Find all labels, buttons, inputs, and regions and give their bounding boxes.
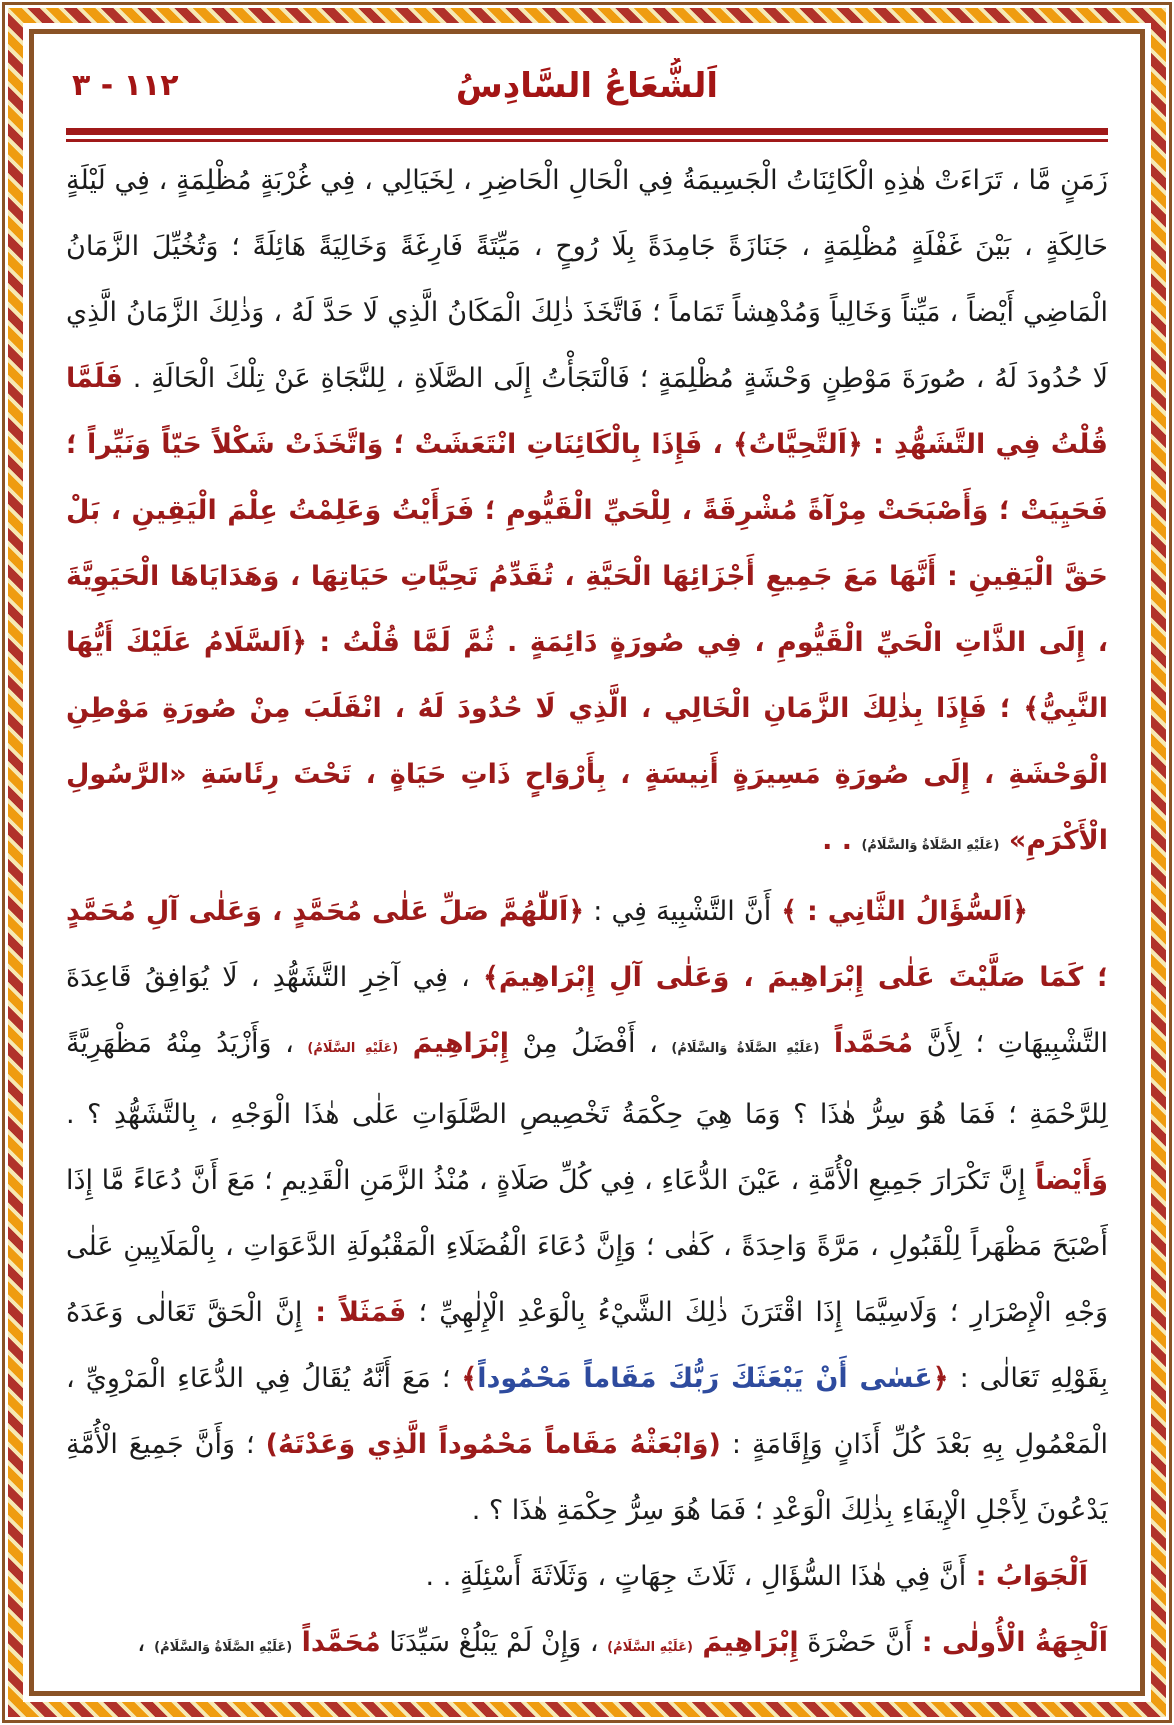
paragraph	[66, 1610, 1108, 1677]
text-segment: ، وَإِنْ لَمْ يَبْلُغْ سَيِّدَنَا	[380, 1627, 608, 1658]
text-segment: إِنَّ تَكْرَارَ جَمِيعِ الْأُمَّةِ ، عَيْنَ الدُّعَاءِ ، فِي كُلِّ صَلَاةٍ ، مُنْذُ الزَّمَنِ الْقَدِيمِ ؛ مَعَ أَنَّ دُعَاءً مَّا إِذَا أَصْبَحَ مَظْهَراً لِلْقَبُولِ ، مَرَّةً وَاحِدَةً ، كَفٰى ؛ وَإِنَّ دُعَاءَ الْفُضَلَاءِ الْمَقْبُولَةِ الدَّعَوَاتِ ، بِالْمَلَايِينِ عَلٰى وَجْهِ الْإِصْرَارِ ؛ وَلَاسِيَّمَا إِذَا اقْتَرَنَ ذٰلِكَ الشَّيْءُ بِالْوَعْدِ الْإِلٰهِيِّ ؛	[66, 1165, 1108, 1328]
text-segment: اَلْجَوَابُ :	[966, 1561, 1088, 1592]
honorific-seal: (عَلَيْهِ الصَّلَاةُ وَالسَّلَامُ)	[861, 838, 1000, 853]
text-segment: إِبْرَاهِيمَ	[398, 1028, 509, 1059]
honorific-seal: (عَلَيْهِ الصَّلَاةُ وَالسَّلَامُ)	[671, 1041, 820, 1056]
text-segment: أَنَّ حَضْرَةَ	[798, 1627, 913, 1658]
text-segment: إِنَّ الْحَقَّ تَعَالٰى وَعَدَهُ بِقَوْلِهِ تَعَالٰى :	[66, 1297, 1108, 1394]
honorific-seal: (عَلَيْهِ الصَّلَاةُ وَالسَّلَامُ)	[154, 1640, 293, 1655]
text-segment: ﴾	[461, 1363, 478, 1394]
text-segment: ﴿اَللّٰهُمَّ صَلِّ عَلٰى مُحَمَّدٍ ، وَعَلٰى آلِ مُحَمَّدٍ ؛ كَمَا صَلَّيْتَ عَلٰى إِبْرَاهِيمَ ، وَعَلٰى آلِ إِبْرَاهِيمَ﴾	[66, 896, 1108, 993]
header-double-rule	[66, 128, 1108, 142]
paragraph	[66, 148, 1108, 879]
text-segment: ﴿	[932, 1363, 949, 1394]
text-segment: وَأَيْضاً	[1025, 1165, 1108, 1196]
text-segment: فَمَثَلاً :	[302, 1297, 407, 1328]
text-segment: ﴿اَلسُّؤَالُ الثَّانِي : ﴾	[771, 896, 1028, 927]
page-content	[66, 58, 1108, 1677]
honorific-seal: (عَلَيْهِ السَّلَامُ)	[307, 1041, 399, 1056]
text-segment: ،	[136, 1627, 155, 1658]
text-segment: ، وَأَزْيَدُ مِنْهُ مَظْهَرِيَّةً لِلرَّحْمَةِ ؛ فَمَا هُوَ سِرُّ هٰذَا ؟ وَمَا هِيَ حِكْمَةُ تَخْصِيصِ الصَّلَوَاتِ عَلٰى هٰذَا الْوَجْهِ ، بِالتَّشَهُّدِ ؟ .	[66, 1028, 1108, 1130]
text-segment: عَسٰى أَنْ يَبْعَثَكَ رَبُّكَ مَقَاماً مَحْمُوداً	[477, 1363, 933, 1394]
text-segment: فَلَمَّا قُلْتُ فِي التَّشَهُّدِ : ﴿اَلتَّحِيَّاتُ﴾ ، فَإِذَا بِالْكَائِنَاتِ انْتَعَشَتْ ؛ وَاتَّخَذَتْ شَكْلاً حَيّاً وَنَيِّراً ؛ فَحَيِيَتْ ؛ وَأَصْبَحَتْ مِرْآةً مُشْرِقَةً ، لِلْحَيِّ الْقَيُّومِ ؛ فَرَأَيْتُ وَعَلِمْتُ عِلْمَ الْيَقِينِ ، بَلْ حَقَّ الْيَقِينِ : أَنَّهَا مَعَ جَمِيعِ أَجْزَائِهَا الْحَيَّةِ ، تُقَدِّمُ تَحِيَّاتِ حَيَاتِهَا ، وَهَدَايَاهَا الْحَيَوِيَّةَ ، إِلَى الذَّاتِ الْحَيِّ الْقَيُّومِ ، فِي صُورَةٍ دَائِمَةٍ . ثُمَّ لَمَّا قُلْتُ : ﴿اَلسَّلَامُ عَلَيْكَ أَيُّهَا النَّبِيُّ﴾ ؛ فَإِذَا بِذٰلِكَ الزَّمَانِ الْخَالِي ، الَّذِي لَا حُدُودَ لَهُ ، انْقَلَبَ مِنْ صُورَةِ مَوْطِنِ الْوَحْشَةِ ، إِلَى صُورَةِ مَسِيرَةٍ أَنِيسَةٍ ، بِأَرْوَاحٍ ذَاتِ حَيَاةٍ ، تَحْتَ رِئَاسَةِ «الرَّسُولِ الْأَكْرَمِ»	[66, 363, 1108, 856]
page-header	[66, 58, 1108, 124]
document-body	[66, 148, 1108, 1677]
text-segment: ، أَفْضَلُ مِنْ	[508, 1028, 672, 1059]
paragraph	[66, 879, 1108, 1544]
text-segment: ؛ وَأَنَّ جَمِيعَ الْأُمَّةِ يَدْعُونَ لِأَجْلِ الْإِيفَاءِ بِذٰلِكَ الْوَعْدِ ؛ فَمَا هُوَ سِرُّ حِكْمَةِ هٰذَا ؟ .	[66, 1429, 1108, 1526]
text-segment: مُحَمَّداً	[819, 1028, 914, 1059]
text-segment: إِبْرَاهِيمَ	[692, 1627, 799, 1658]
honorific-seal: (عَلَيْهِ السَّلَامُ)	[607, 1640, 693, 1655]
paragraph	[66, 1544, 1108, 1610]
text-segment: ؛ مَعَ أَنَّهُ يُقَالُ فِي الدُّعَاءِ الْمَرْوِيِّ ، الْمَعْمُولِ بِهِ بَعْدَ كُلِّ أَذَانٍ وَإِقَامَةٍ :	[66, 1363, 1108, 1460]
text-segment: أَنَّ التَّشْبِيهَ فِي :	[584, 896, 772, 927]
text-segment: (وَابْعَثْهُ مَقَاماً مَحْمُوداً الَّذِي وَعَدْتَهُ)	[265, 1429, 721, 1460]
page-number: ١١٢ - ٣	[72, 68, 179, 103]
text-segment: زَمَنٍ مَّا ، تَرَاءَتْ هٰذِهِ الْكَائِنَاتُ الْجَسِيمَةُ فِي الْحَالِ الْحَاضِرِ ، لِخَيَالِي ، فِي غُرْبَةٍ مُظْلِمَةٍ ، فِي لَيْلَةٍ حَالِكَةٍ ، بَيْنَ غَفْلَةٍ مُظْلِمَةٍ ، جَنَازَةً جَامِدَةً بِلَا رُوحٍ ، مَيِّتَةً فَارِغَةً وَخَالِيَةً هَائِلَةً ؛ وَتُخُيِّلَ الزَّمَانُ الْمَاضِي أَيْضاً ، مَيِّتاً وَخَالِياً وَمُدْهِشاً تَمَاماً ؛ فَاتَّخَذَ ذٰلِكَ الْمَكَانُ الَّذِي لَا حَدَّ لَهُ ، وَذٰلِكَ الزَّمَانُ الَّذِي لَا حُدُودَ لَهُ ، صُورَةَ مَوْطِنٍ وَحْشَةٍ مُظْلِمَةٍ ؛ فَالْتَجَأْتُ إِلَى الصَّلَاةِ ، لِلنَّجَاةِ عَنْ تِلْكَ الْحَالَةِ .	[66, 165, 1108, 394]
text-segment: اَلْجِهَةُ الْأُولٰى :	[912, 1627, 1108, 1658]
page-title: اَلشُّعَاعُ السَّادِسُ	[455, 66, 719, 106]
text-segment: ، فِي آخِرِ التَّشَهُّدِ ، لَا يُوَافِقُ قَاعِدَةَ التَّشْبِيهَاتِ ؛ لِأَنَّ	[66, 962, 1108, 1059]
text-segment: . .	[822, 825, 862, 856]
text-segment: مُحَمَّداً	[292, 1627, 381, 1658]
text-segment: أَنَّ فِي هٰذَا السُّؤَالِ ، ثَلَاثَ جِهَاتٍ ، وَثَلَاثَةَ أَسْئِلَةٍ . .	[425, 1561, 967, 1592]
